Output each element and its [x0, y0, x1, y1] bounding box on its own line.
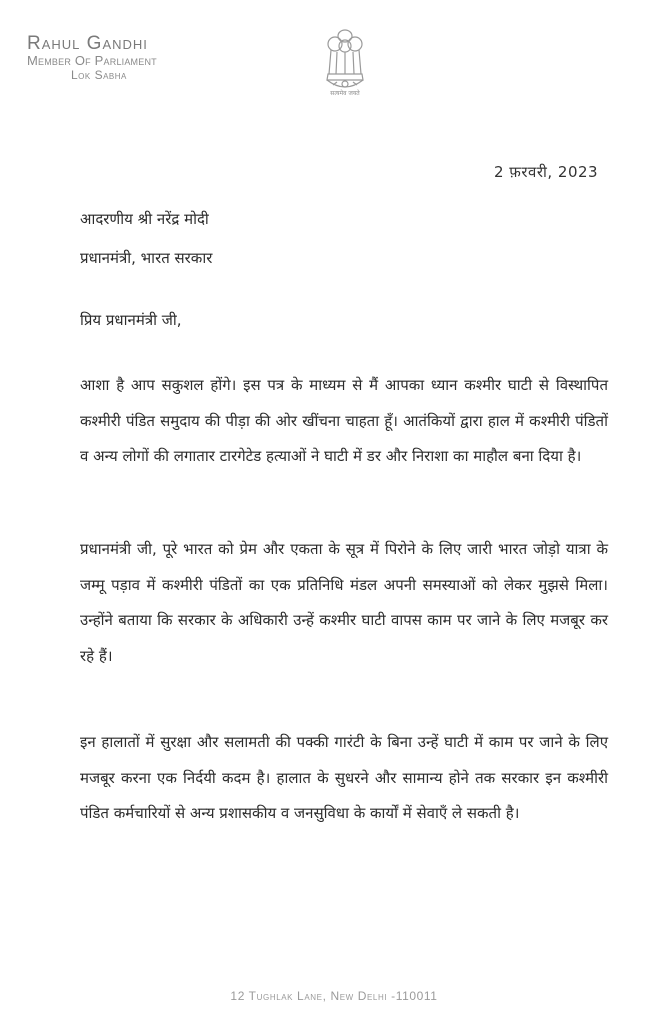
body-paragraph: प्रधानमंत्री जी, पूरे भारत को प्रेम और एकता के सूत्र में पिरोने के लिए जारी भारत जोड़ो यात्रा के जम्मू पड़ाव में कश्मीरी पंडितों का एक प्रतिनिधि मंडल अपनी समस्याओं को लेकर मुझसे मिला। उन्होंने बताया कि सरकार के अधिकारी उन्हें कश्मीर घाटी वापस काम पर जाने के लिए मजबूर कर रहे हैं।: [80, 540, 608, 665]
letterhead-house: Lok Sabha: [71, 68, 127, 82]
body-paragraph: आशा है आप सकुशल होंगे। इस पत्र के माध्यम से मैं आपका ध्यान कश्मीर घाटी से विस्थापित कश्मीरी पंडित समुदाय की पीड़ा की ओर खींचना चाहता हूँ। आतंकियों द्वारा हाल में कश्मीरी पंडितों व अन्य लोगों की लगातार टारगेटेड हत्याओं ने घाटी में डर और निराशा का माहौल बना दिया है।: [80, 376, 608, 465]
addressee-name: आदरणीय श्री नरेंद्र मोदी: [80, 210, 209, 228]
letter-date: 2 फ़रवरी, 2023: [494, 163, 599, 181]
salutation: प्रिय प्रधानमंत्री जी,: [80, 311, 182, 329]
addressee: [80, 200, 212, 278]
letterhead-name: Rahul Gandhi: [27, 33, 148, 54]
emblem-motto: सत्यमेव जयते: [330, 90, 360, 97]
letterhead-title: Member Of Parliament: [27, 53, 157, 68]
body-paragraph: इन हालातों में सुरक्षा और सलामती की पक्की गारंटी के बिना उन्हें घाटी में काम पर जाने के लिए मजबूर करना एक निर्दयी कदम है। हालात के सुधरने और सामान्य होने तक सरकार इन कश्मीरी पंडित कर्मचारियों से अन्य प्रशासकीय व जनसुविधा के कार्यों में सेवाएँ ले सकती है।: [80, 733, 608, 822]
letterhead: [27, 34, 227, 82]
footer-address: 12 Tughlak Lane, New Delhi -110011: [230, 989, 438, 1003]
addressee-designation: प्रधानमंत्री, भारत सरकार: [80, 249, 213, 267]
